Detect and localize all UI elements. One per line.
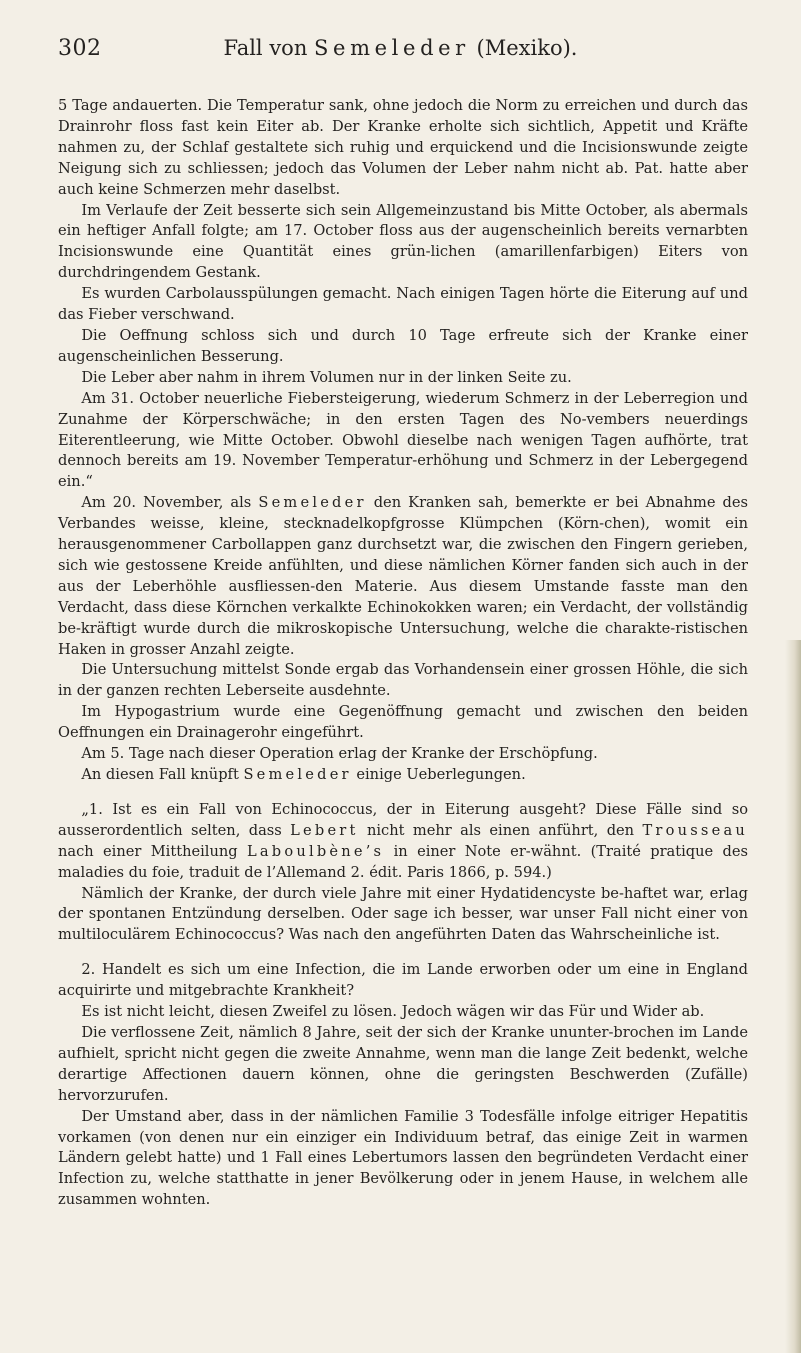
author-name: Semeleder xyxy=(243,766,352,783)
running-title-name: Semeleder xyxy=(314,36,470,60)
paragraph: Die Oeffnung schloss sich und durch 10 Tage erfreute sich der Kranke einer augenscheinlichen Besserung. xyxy=(58,326,748,365)
paragraph: Der Umstand aber, dass in der nämlichen Familie 3 Todesfälle infolge eitriger Hepatitis vorkamen (von denen nur ein einziger ein Individuum betraf, das einige Zeit in warmen Ländern gelebt hatte) und 1 Fall eines Lebertumors lassen den begründeten Verdacht einer Infection zu, welche statthatte in jener Bevölkerung oder in jenem Hause, in welchem alle zusammen wohnten. xyxy=(58,1107,748,1209)
paragraph: Nämlich der Kranke, der durch viele Jahre mit einer Hydatidencyste be-haftet war, erlag der spontanen Entzündung derselben. Oder sage ich besser, war unser Fall nicht einer von multiloculärem Echinococcus? Was nach den angeführten Daten das Wahrscheinliche ist. xyxy=(58,884,748,944)
paragraph-text: „1. Ist es ein Fall von Echinococcus, der in Eiterung ausgeht? Diese Fälle sind so ausserordentlich selten, dass xyxy=(58,800,748,839)
paragraph-text: den Kranken sah, bemerkte er bei Abnahme des Verbandes weisse, kleine, stecknadelkopfgrosse Klümpchen (Körn-chen), womit ein herausgenommener Carbollappen ganz durchsetzt war, die zwischen den Fingern gerieben, sich wie gestossene Kreide anfühlten, und diese nämlichen Körner fanden sich auch in der aus der Leberhöhle ausfliessen-den Materie. Aus diesem Umstande fasste man den Verdacht, dass diese Körnchen verkalkte Echinokokken waren; ein Verdacht, der vollständig be-kräftigt wurde durch die mikroskopische Untersuchung, welche die charakte-ristischen Haken in grosser Anzahl zeigte. xyxy=(58,494,749,658)
author-name: Semeleder xyxy=(258,494,367,512)
paragraph: Es wurden Carbolausspülungen gemacht. Nach einigen Tagen hörte die Eiterung auf und das Fieber verschwand. xyxy=(58,285,748,324)
paragraph-text: nach einer Mittheilung xyxy=(58,842,238,860)
point-2-paragraph: 2. Handelt es sich um eine Infection, die im Lande erworben oder um eine in England acquirirte und mitgebrachte Krankheit? xyxy=(58,961,748,1000)
paragraph: Am 31. October neuerliche Fiebersteigerung, wiederum Schmerz in der Leberregion und Zunahme der Körperschwäche; in den ersten Tagen des No-vembers neuerdings Eiterentleerung, wie Mitte October. Obwohl dieselbe nach wenigen Tagen aufhörte, trat dennoch bereits am 19. November Temperatur-erhöhung und Schmerz in der Lebergegend ein.“ xyxy=(58,389,748,491)
author-name: Lebert xyxy=(290,821,359,839)
page-number: 302 xyxy=(58,36,102,61)
paragraph: Die Untersuchung mittelst Sonde ergab das Vorhandensein einer grossen Höhle, die sich in der ganzen rechten Leberseite ausdehnte. xyxy=(58,661,748,700)
paragraph: Am 5. Tage nach dieser Operation erlag der Kranke der Erschöpfung. xyxy=(81,745,598,763)
page-edge-shadow xyxy=(785,640,801,1353)
paragraph: Im Verlaufe der Zeit besserte sich sein Allgemeinzustand bis Mitte October, als abermals ein heftiger Anfall folgte; am 17. October floss aus der augenscheinlich bereits vernarbten Incisionswunde eine Quantität eines grün-lichen (amarillenfarbigen) Eiters von durchdringendem Gestank. xyxy=(58,201,748,282)
paragraph: Die verflossene Zeit, nämlich 8 Jahre, seit der sich der Kranke ununter-brochen im Lande aufhielt, spricht nicht gegen die zweite Annahme, wenn man die lange Zeit bedenkt, welche derartige Affectionen dauern können, ohne die geringsten Beschwerden (Zufälle) hervorzurufen. xyxy=(58,1023,748,1104)
paragraph-text: An diesen Fall knüpft xyxy=(81,766,239,783)
paragraph-text: Am 20. November, als xyxy=(81,494,252,512)
author-name: Trousseau xyxy=(642,821,749,839)
paragraph: Es ist nicht leicht, diesen Zweifel zu lösen. Jedoch wägen wir das Für und Wider ab. xyxy=(81,1003,705,1021)
paragraph xyxy=(58,493,748,660)
running-title-suffix: (Mexiko). xyxy=(476,36,578,60)
paragraph: Im Hypogastrium wurde eine Gegenöffnung gemacht und zwischen den beiden Oeffnungen ein Drainagerohr eingeführt. xyxy=(58,703,748,742)
paragraph-text: in einer Note er-wähnt. (Traité pratique des maladies du foie, traduit de l’Allemand 2. édit. Paris 1866, p. 594.) xyxy=(58,842,749,881)
page-header xyxy=(0,36,801,66)
body-text xyxy=(58,96,748,1211)
running-title xyxy=(0,36,801,60)
point-1-paragraph xyxy=(58,800,748,884)
paragraph-text: nicht mehr als einen anführt, den xyxy=(366,821,635,839)
paragraph: Die Leber aber nahm in ihrem Volumen nur in der linken Seite zu. xyxy=(81,368,572,386)
paragraph xyxy=(58,765,748,786)
author-name: Laboulbène’s xyxy=(246,842,385,860)
paragraph-text: einige Ueberlegungen. xyxy=(356,766,526,783)
running-title-prefix: Fall von xyxy=(223,36,308,60)
paragraph: 5 Tage andauerten. Die Temperatur sank, ohne jedoch die Norm zu erreichen und durch das Drainrohr floss fast kein Eiter ab. Der Kranke erholte sich sichtlich, Appetit und Kräfte nahmen zu, der Schlaf gestaltete sich ruhig und erquickend und die Incisionswunde zeigte Neigung sich zu schliessen; jedoch das Volumen der Leber nahm nicht ab. Pat. hatte aber auch keine Schmerzen mehr daselbst. xyxy=(58,97,748,198)
